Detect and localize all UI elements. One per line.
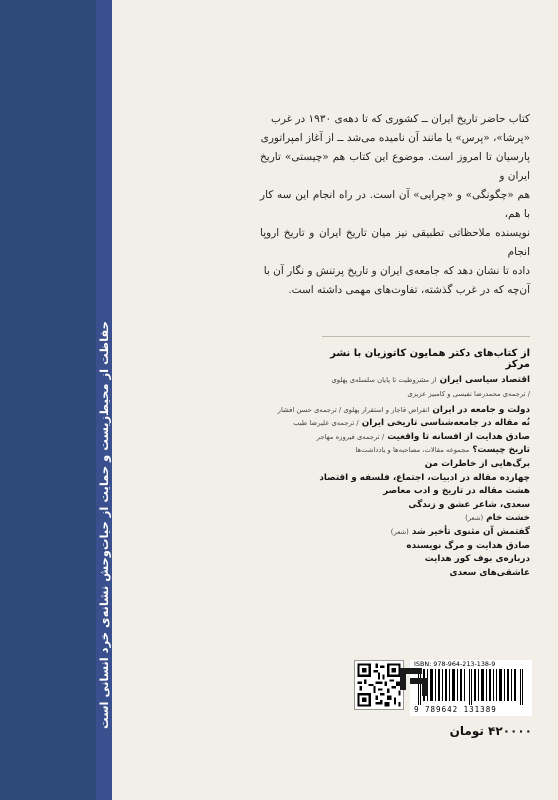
book-item	[300, 526, 530, 540]
blue-spine-band	[0, 0, 96, 800]
book-item	[300, 444, 530, 458]
book-item	[300, 458, 530, 472]
book-title: صادق هدایت از افسانه تا واقعیت	[387, 431, 530, 442]
book-item	[300, 374, 530, 388]
book-item	[300, 540, 530, 554]
book-item	[300, 553, 530, 567]
book-title: سعدی، شاعر عشق و زندگی	[408, 499, 530, 510]
book-title: دولت و جامعه در ایران	[432, 404, 530, 415]
book-note: / ترجمه‌ی علیرضا طیب	[293, 419, 359, 428]
blurb-line: «پرشا»، «پرس» یا مانند آن نامیده می‌شد ــ از آغاز امپراتوری	[260, 132, 530, 144]
book-title: هشت مقاله در تاریخ و ادب معاصر	[383, 486, 530, 497]
book-item	[300, 485, 530, 499]
book-note: از مشروطیت تا پایان سلسله‌ی پهلوی	[331, 376, 437, 384]
book-title: خشت خام	[486, 513, 530, 524]
book-item	[300, 567, 530, 581]
spine-slogan: حفاظت از محیط‌زیست و حمایت از حیات‌وحش نشانه‌ی خرد انسانی است	[97, 321, 111, 729]
book-description	[260, 110, 530, 300]
book-note: مجموعه مقالات، مصاحبه‌ها و یادداشت‌ها	[355, 446, 470, 455]
blurb-line: هم «چگونگی» و «چرایی» آن است. در راه انجام این سه کار با هم،	[260, 189, 530, 220]
book-translator: / ترجمه‌ی محمدرضا نفیسی و کامبیز عزیزی	[407, 389, 530, 398]
book-item	[293, 417, 530, 431]
other-books-list	[277, 374, 530, 580]
blurb-line: نویسنده ملاحظاتی تطبیقی نیز میان تاریخ ایران و تاریخ اروپا انجام	[260, 227, 530, 258]
book-title: برگ‌هایی از خاطرات من	[424, 458, 530, 469]
book-note: / ترجمه‌ی فیروزه مهاجر	[316, 432, 385, 441]
book-item	[277, 404, 530, 418]
book-item	[300, 499, 530, 513]
book-note: انقراض قاجار و استقرار پهلوی / ترجمه‌ی حسن افشار	[277, 405, 430, 414]
isbn-label: ISBN: 978-964-213-138-9	[414, 660, 496, 668]
blurb-line: پارسیان تا امروز است. موضوع این کتاب هم «چیستی» تاریخ ایران و	[260, 151, 530, 182]
book-item	[300, 472, 530, 486]
book-title: اقتصاد سیاسی ایران	[439, 375, 530, 385]
book-item	[300, 512, 530, 526]
price: ۴۲۰۰۰۰ تومان	[449, 724, 532, 738]
blurb-line: کتاب حاضر تاریخ ایران ــ کشوری که تا دهه‌ی ۱۹۳۰ در غرب	[270, 113, 530, 125]
blurb-line: داده تا نشان دهد که جامعه‌ی ایران و تاریخ پرتنش و نگار آن با	[263, 265, 530, 277]
book-title: تاریخ چیست؟	[472, 445, 530, 456]
section-divider	[322, 336, 530, 337]
book-title: صادق هدایت و مرگ نویسنده	[406, 540, 530, 551]
book-item	[300, 431, 530, 445]
book-title: چهارده مقاله در ادبیات، اجتماع، فلسفه و اقتصاد	[319, 472, 530, 483]
other-books-heading: از کتاب‌های دکتر همایون کاتوزیان با نشر مرکز	[330, 348, 530, 370]
book-title: نُه مقاله در جامعه‌شناسی تاریخی ایران	[361, 418, 530, 429]
publisher-logo	[396, 664, 432, 700]
book-title: عاشقی‌های سعدی	[449, 567, 530, 578]
book-note: (شعر)	[390, 527, 409, 536]
book-note: (شعر)	[465, 514, 484, 523]
isbn-number: 9 789642 131389	[414, 705, 497, 714]
book-title: درباره‌ی بوف کور هدایت	[424, 554, 530, 565]
blurb-line: آن‌چه که در غرب گذشته، تفاوت‌های مهمی داشته است.	[288, 284, 530, 296]
book-title: گفتمش آن مثنوی تأخیر شد	[411, 526, 530, 537]
